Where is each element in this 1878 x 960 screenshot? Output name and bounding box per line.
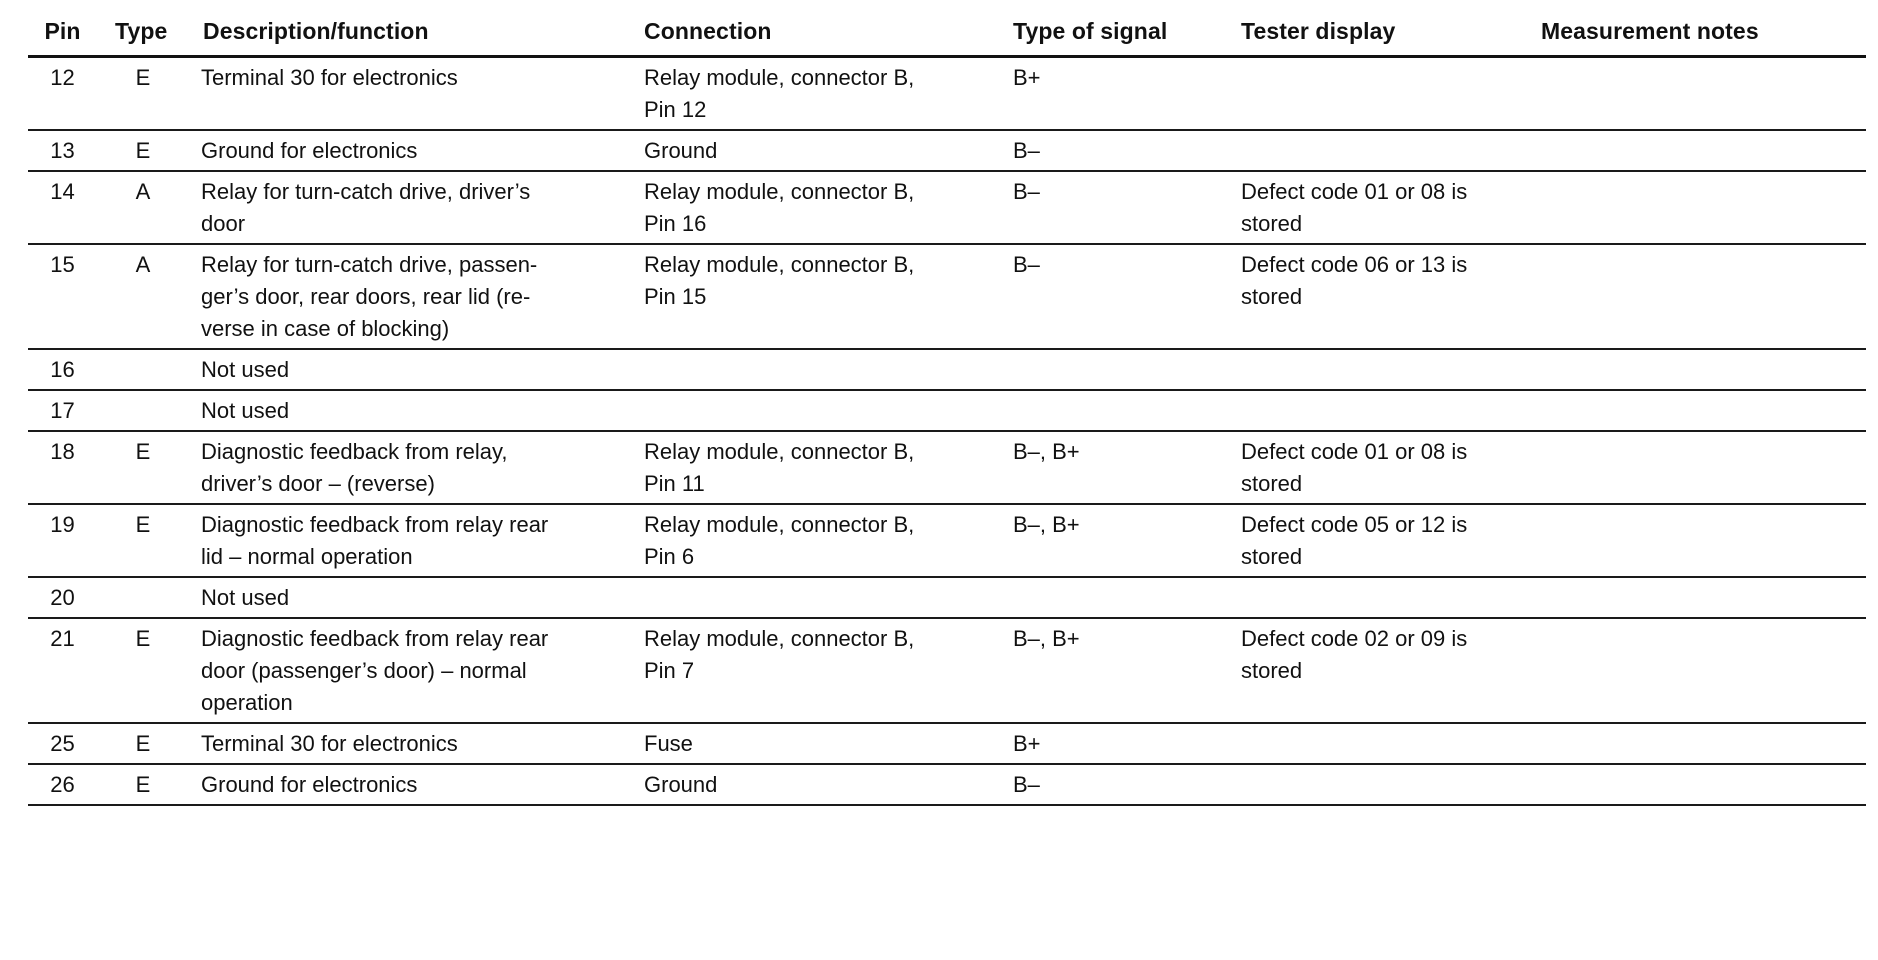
cell-pin: 16 [28,349,111,390]
cell-type [111,390,193,431]
cell-tester-display [1231,431,1531,504]
cell-description [193,244,634,349]
table-row [28,390,1866,431]
tester-display-line: stored [1241,658,1303,683]
header-connection: Connection [634,14,1003,57]
description-line: door (passenger’s door) – normal [201,658,527,683]
cell-connection [634,618,1003,723]
table-header [28,14,1866,57]
cell-pin: 19 [28,504,111,577]
table-row [28,504,1866,577]
connection-line: Pin 6 [644,544,695,569]
cell-signal-type [1003,390,1231,431]
cell-tester-display [1231,723,1531,764]
cell-measurement-notes [1531,390,1866,431]
cell-signal-type: B–, B+ [1003,504,1231,577]
description-line: Terminal 30 for electronics [201,731,458,756]
description-line: lid – normal operation [201,544,413,569]
header-type: Type [111,14,193,57]
connection-line: Relay module, connector B, [644,512,915,537]
cell-signal-type: B– [1003,764,1231,805]
cell-type: E [111,504,193,577]
cell-tester-display [1231,171,1531,244]
cell-description [193,431,634,504]
cell-measurement-notes [1531,618,1866,723]
pin-assignment-table [28,14,1866,806]
connection-line: Relay module, connector B, [644,439,915,464]
description-line: Relay for turn-catch drive, driver’s [201,179,531,204]
description-line: Relay for turn-catch drive, passen- [201,252,538,277]
description-line: operation [201,690,293,715]
header-tester-display: Tester display [1231,14,1531,57]
cell-connection [634,171,1003,244]
table-body [28,57,1866,806]
tester-display-line: stored [1241,471,1303,496]
cell-type [111,577,193,618]
cell-pin: 17 [28,390,111,431]
cell-signal-type: B– [1003,130,1231,171]
connection-line: Pin 12 [644,97,707,122]
cell-description [193,504,634,577]
cell-tester-display [1231,390,1531,431]
table-row [28,618,1866,723]
description-line: Ground for electronics [201,772,418,797]
cell-signal-type: B+ [1003,57,1231,131]
cell-tester-display [1231,349,1531,390]
description-line: verse in case of blocking) [201,316,450,341]
cell-tester-display [1231,57,1531,131]
cell-description [193,618,634,723]
description-line: Not used [201,357,290,382]
cell-type: E [111,431,193,504]
cell-type: E [111,723,193,764]
description-line: Terminal 30 for electronics [201,65,458,90]
description-line: Diagnostic feedback from relay rear [201,512,549,537]
tester-display-line: stored [1241,544,1303,569]
cell-measurement-notes [1531,171,1866,244]
tester-display-line: stored [1241,284,1303,309]
cell-measurement-notes [1531,723,1866,764]
cell-signal-type: B–, B+ [1003,431,1231,504]
cell-type [111,349,193,390]
header-signal-type: Type of signal [1003,14,1231,57]
cell-measurement-notes [1531,431,1866,504]
cell-type: E [111,618,193,723]
cell-measurement-notes [1531,130,1866,171]
connection-line: Relay module, connector B, [644,626,915,651]
connection-line: Relay module, connector B, [644,252,915,277]
cell-description [193,349,634,390]
cell-connection [634,764,1003,805]
cell-description [193,171,634,244]
cell-signal-type [1003,349,1231,390]
cell-connection [634,244,1003,349]
connection-line: Relay module, connector B, [644,65,915,90]
connection-line: Pin 11 [644,471,705,496]
description-line: door [201,211,246,236]
tester-display-line: Defect code 06 or 13 is [1241,252,1468,277]
header-description: Description/function [193,14,634,57]
cell-tester-display [1231,764,1531,805]
connection-line: Ground [644,772,718,797]
cell-description [193,723,634,764]
tester-display-line: stored [1241,211,1303,236]
cell-connection [634,130,1003,171]
cell-pin: 18 [28,431,111,504]
connection-line: Pin 7 [644,658,695,683]
table-row [28,57,1866,131]
description-line: Ground for electronics [201,138,418,163]
tester-display-line: Defect code 01 or 08 is [1241,179,1468,204]
cell-pin: 20 [28,577,111,618]
connection-line: Pin 15 [644,284,707,309]
header-pin: Pin [28,14,111,57]
cell-signal-type: B+ [1003,723,1231,764]
header-measurement-notes: Measurement notes [1531,14,1866,57]
description-line: ger’s door, rear doors, rear lid (re- [201,284,531,309]
cell-description [193,390,634,431]
table-row [28,130,1866,171]
cell-signal-type [1003,577,1231,618]
cell-signal-type: B– [1003,244,1231,349]
cell-connection [634,577,1003,618]
cell-measurement-notes [1531,349,1866,390]
connection-line: Relay module, connector B, [644,179,915,204]
table-row [28,431,1866,504]
cell-pin: 12 [28,57,111,131]
cell-pin: 14 [28,171,111,244]
cell-connection [634,390,1003,431]
header-row [28,14,1866,57]
tester-display-line: Defect code 05 or 12 is [1241,512,1468,537]
cell-pin: 15 [28,244,111,349]
description-line: driver’s door – (reverse) [201,471,435,496]
cell-pin: 25 [28,723,111,764]
connection-line: Ground [644,138,718,163]
cell-type: E [111,764,193,805]
cell-description [193,577,634,618]
cell-pin: 26 [28,764,111,805]
description-line: Diagnostic feedback from relay, [201,439,508,464]
cell-type: A [111,244,193,349]
connection-line: Pin 16 [644,211,707,236]
table-row [28,723,1866,764]
cell-signal-type: B–, B+ [1003,618,1231,723]
cell-connection [634,504,1003,577]
cell-measurement-notes [1531,504,1866,577]
cell-type: E [111,57,193,131]
cell-measurement-notes [1531,577,1866,618]
cell-tester-display [1231,504,1531,577]
cell-connection [634,723,1003,764]
cell-tester-display [1231,577,1531,618]
cell-connection [634,431,1003,504]
cell-measurement-notes [1531,244,1866,349]
description-line: Not used [201,398,290,423]
cell-measurement-notes [1531,57,1866,131]
cell-type: E [111,130,193,171]
tester-display-line: Defect code 01 or 08 is [1241,439,1468,464]
cell-description [193,764,634,805]
description-line: Diagnostic feedback from relay rear [201,626,549,651]
cell-measurement-notes [1531,764,1866,805]
table-row [28,171,1866,244]
cell-tester-display [1231,618,1531,723]
cell-pin: 13 [28,130,111,171]
cell-signal-type: B– [1003,171,1231,244]
table-row [28,244,1866,349]
connection-line: Fuse [644,731,693,756]
table-row [28,577,1866,618]
table-row [28,349,1866,390]
cell-connection [634,349,1003,390]
description-line: Not used [201,585,290,610]
cell-tester-display [1231,130,1531,171]
pin-assignment-sheet [28,14,1866,806]
table-row [28,764,1866,805]
cell-type: A [111,171,193,244]
cell-description [193,57,634,131]
tester-display-line: Defect code 02 or 09 is [1241,626,1468,651]
cell-connection [634,57,1003,131]
cell-description [193,130,634,171]
cell-tester-display [1231,244,1531,349]
cell-pin: 21 [28,618,111,723]
